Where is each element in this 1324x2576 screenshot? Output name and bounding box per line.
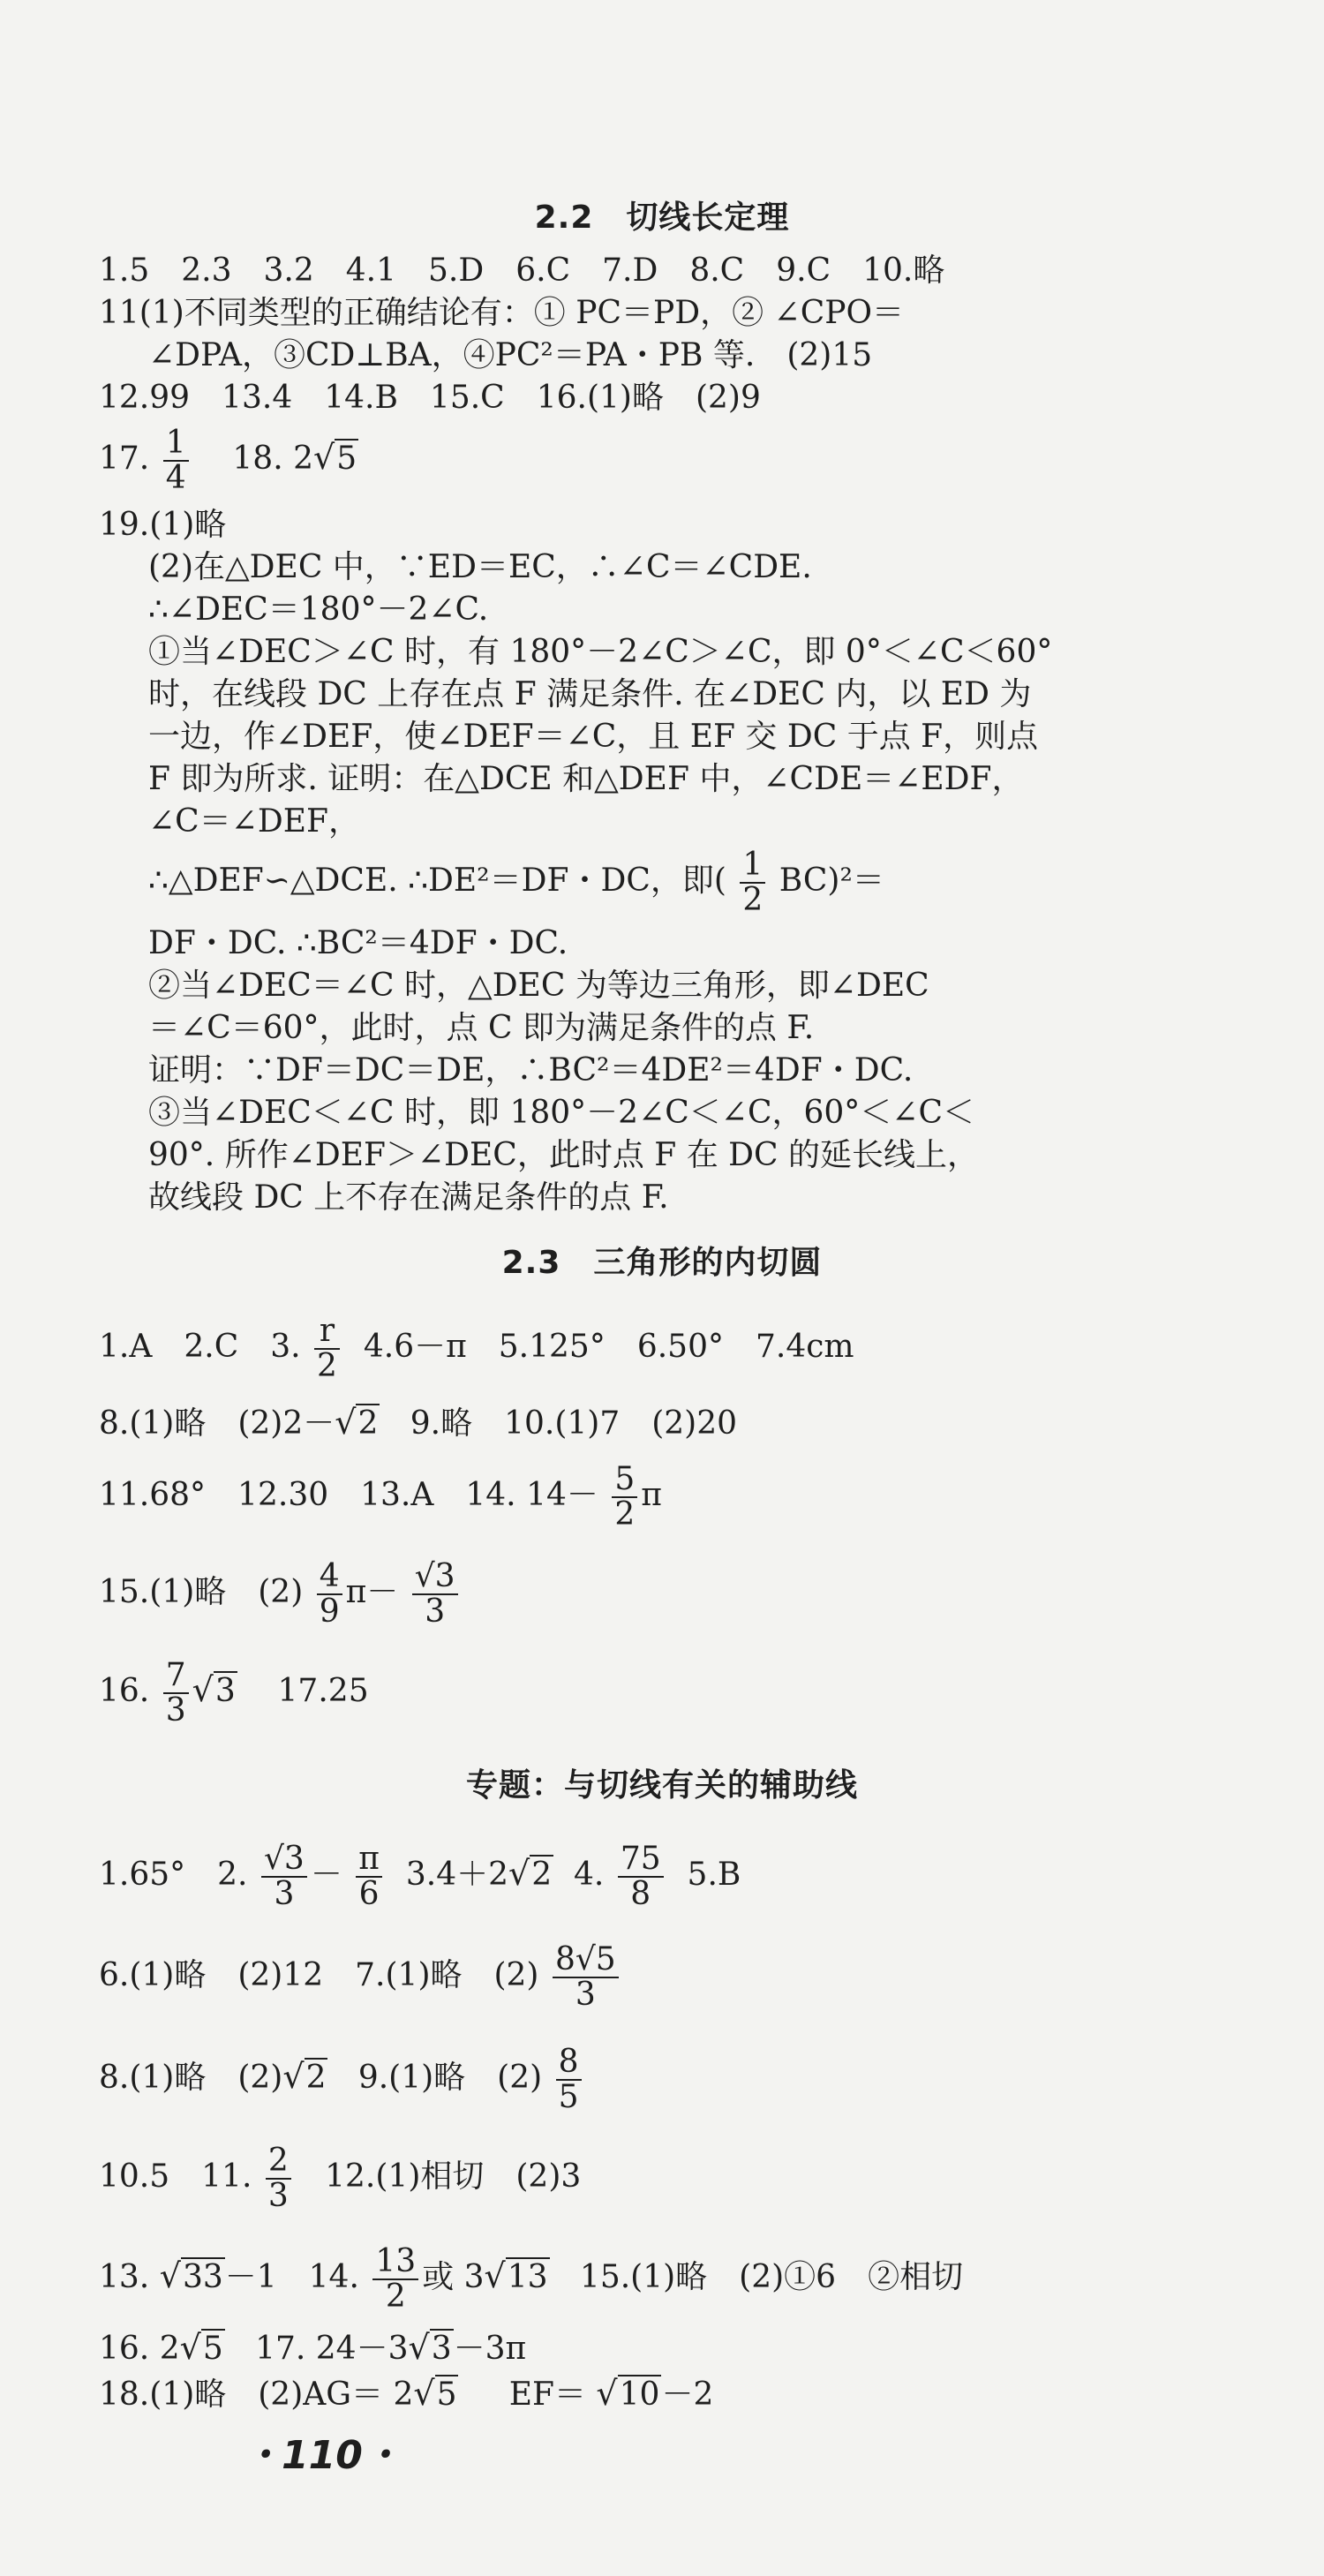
answer-line: 11(1)不同类型的正确结论有：① PC＝PD，② ∠CPO＝ bbox=[99, 295, 904, 331]
text: 13. bbox=[99, 2259, 150, 2295]
numerator: 7 bbox=[163, 1659, 189, 1694]
answer-line: 时，在线段 DC 上存在点 F 满足条件. 在∠DEC 内，以 ED 为 bbox=[148, 676, 1032, 712]
text: 18. 2 bbox=[232, 441, 314, 477]
numerator: √3 bbox=[412, 1560, 458, 1595]
section-title-2-2: 2.2 切线长定理 bbox=[534, 200, 790, 236]
numerator: π bbox=[356, 1842, 382, 1878]
denominator: 2 bbox=[742, 882, 764, 918]
text: 4. bbox=[574, 1857, 605, 1893]
text: EF＝ bbox=[508, 2376, 586, 2413]
numerator: r bbox=[314, 1314, 340, 1350]
answer-line: ∠DPA，③CD⊥BA，④PC²＝PA・PB 等. (2)15 bbox=[148, 337, 873, 373]
answer-line-similar bbox=[148, 847, 1296, 917]
sqrt: √5 bbox=[179, 2328, 223, 2367]
text: 5.B bbox=[687, 1857, 741, 1893]
fraction bbox=[261, 1842, 307, 1911]
text: 9.略 10.(1)7 (2)20 bbox=[410, 1405, 738, 1442]
answer-line bbox=[99, 2143, 1246, 2213]
sqrt: √2 bbox=[282, 2057, 327, 2096]
denominator: 2 bbox=[614, 1496, 636, 1533]
text: －2 bbox=[661, 2376, 714, 2413]
answer-line: ＝∠C＝60°，此时，点 C 即为满足条件的点 F. bbox=[148, 1010, 815, 1046]
text: 4.6－π 5.125° 6.50° 7.4cm bbox=[363, 1329, 854, 1365]
answer-line: ①当∠DEC＞∠C 时，有 180°－2∠C＞∠C，即 0°＜∠C＜60° bbox=[148, 634, 1053, 670]
answer-line: 90°. 所作∠DEF＞∠DEC，此时点 F 在 DC 的延长线上， bbox=[148, 1137, 979, 1173]
text: BC)²＝ bbox=[779, 862, 884, 899]
numerator: 1 bbox=[740, 848, 765, 884]
numerator: 2 bbox=[266, 2144, 291, 2180]
text: 1.65° 2. bbox=[99, 1857, 248, 1893]
answer-line: DF・DC. ∴BC²＝4DF・DC. bbox=[148, 925, 568, 961]
text: 3.4＋2 bbox=[405, 1857, 509, 1893]
text: π bbox=[641, 1477, 662, 1513]
text: 12.(1)相切 (2)3 bbox=[325, 2158, 582, 2195]
numerator: 1 bbox=[163, 426, 189, 462]
radicand: 13 bbox=[507, 2259, 548, 2295]
fraction bbox=[163, 1659, 189, 1728]
sqrt: √5 bbox=[313, 438, 357, 477]
radicand: 2 bbox=[531, 1857, 553, 1893]
fraction bbox=[314, 1314, 340, 1383]
numerator: √3 bbox=[261, 1842, 307, 1878]
sqrt: √3 bbox=[192, 1670, 236, 1709]
text: 17. 24－3 bbox=[255, 2331, 409, 2367]
answer-line: 故线段 DC 上不存在满足条件的点 F. bbox=[148, 1179, 669, 1216]
answer-line: (2)在△DEC 中，∵ED＝EC，∴∠C＝∠CDE. bbox=[148, 549, 812, 585]
answer-line bbox=[99, 2325, 1246, 2371]
text: 6.(1)略 (2)12 7.(1)略 (2) bbox=[99, 1957, 539, 1993]
sqrt: √5 bbox=[413, 2374, 457, 2413]
text: －3π bbox=[453, 2331, 527, 2367]
answer-line bbox=[99, 1840, 1246, 1911]
radicand: 5 bbox=[436, 2376, 457, 2413]
answer-line bbox=[99, 2043, 1246, 2114]
answer-line bbox=[99, 1462, 1246, 1532]
answer-line bbox=[99, 1400, 1246, 1446]
radicand: 33 bbox=[182, 2259, 223, 2295]
answer-line bbox=[99, 2242, 1246, 2314]
denominator: 6 bbox=[358, 1876, 380, 1912]
denominator: 8 bbox=[630, 1876, 651, 1912]
page-number: ・110・ bbox=[243, 2433, 402, 2478]
sqrt: √33 bbox=[159, 2256, 223, 2295]
text: － bbox=[310, 1857, 342, 1893]
answer-line: 证明：∵DF＝DC＝DE，∴BC²＝4DE²＝4DF・DC. bbox=[148, 1052, 914, 1088]
label: 17. bbox=[99, 441, 150, 477]
text: 或 3 bbox=[422, 2259, 485, 2295]
denominator: 3 bbox=[267, 2178, 289, 2214]
sqrt: √2 bbox=[508, 1854, 553, 1893]
radicand: 2 bbox=[357, 1405, 379, 1442]
sqrt: √13 bbox=[484, 2256, 548, 2295]
text: －1 14. bbox=[224, 2259, 359, 2295]
radicand: 3 bbox=[431, 2331, 452, 2367]
answer-line bbox=[99, 1314, 1246, 1383]
fraction bbox=[412, 1560, 458, 1629]
answer-line bbox=[99, 1559, 1246, 1629]
radicand: 10 bbox=[619, 2376, 660, 2413]
radicand: 5 bbox=[336, 441, 357, 477]
text: 8.(1)略 (2)2－ bbox=[99, 1405, 335, 1442]
numerator: 5 bbox=[612, 1463, 637, 1498]
text: π－ bbox=[345, 1574, 399, 1610]
sqrt: √2 bbox=[335, 1403, 379, 1442]
text: 17.25 bbox=[277, 1673, 369, 1709]
section-title-2-3: 2.3 三角形的内切圆 bbox=[501, 1245, 823, 1281]
answer-line: ③当∠DEC＜∠C 时，即 180°－2∠C＜∠C，60°＜∠C＜ bbox=[148, 1095, 975, 1131]
answer-line: ∠C＝∠DEF， bbox=[148, 803, 360, 840]
denominator: 3 bbox=[274, 1876, 295, 1912]
sqrt: √10 bbox=[596, 2374, 660, 2413]
text: 10.5 11. bbox=[99, 2158, 252, 2195]
text: 15.(1)略 (2) bbox=[99, 1574, 304, 1610]
numerator: 8 bbox=[556, 2045, 582, 2081]
numerator: 8√5 bbox=[553, 1943, 619, 1978]
denominator: 2 bbox=[317, 1348, 337, 1384]
radicand: 2 bbox=[305, 2060, 327, 2096]
denominator: 4 bbox=[165, 460, 186, 496]
text: 1.A 2.C 3. bbox=[99, 1329, 301, 1365]
denominator: 3 bbox=[165, 1692, 186, 1729]
text: 16. bbox=[99, 1673, 150, 1709]
denominator: 3 bbox=[425, 1593, 446, 1630]
denominator: 5 bbox=[558, 2079, 579, 2115]
radicand: 5 bbox=[202, 2331, 223, 2367]
answer-line: ∴∠DEC＝180°－2∠C. bbox=[148, 591, 489, 628]
numerator: 75 bbox=[618, 1842, 664, 1878]
answer-line: ②当∠DEC＝∠C 时，△DEC 为等边三角形，即∠DEC bbox=[148, 968, 929, 1004]
text: 18.(1)略 (2)AG＝ 2 bbox=[99, 2376, 414, 2413]
fraction bbox=[553, 1943, 619, 2012]
text: 11.68° 12.30 13.A 14. 14－ bbox=[99, 1477, 598, 1513]
fraction bbox=[612, 1463, 637, 1532]
fraction bbox=[556, 2045, 582, 2114]
answer-line bbox=[99, 1942, 1246, 2012]
denominator: 2 bbox=[385, 2278, 406, 2315]
answer-line: 一边，作∠DEF，使∠DEF＝∠C，且 EF 交 DC 于点 F，则点 bbox=[148, 719, 1039, 755]
answer-line bbox=[99, 1656, 1246, 1728]
fraction bbox=[266, 2144, 291, 2213]
text: 9.(1)略 (2) bbox=[357, 2060, 543, 2096]
answer-line: F 即为所求. 证明：在△DCE 和△DEF 中，∠CDE＝∠EDF， bbox=[148, 761, 1024, 797]
radicand: 3 bbox=[214, 1673, 236, 1709]
text: 16. 2 bbox=[99, 2331, 180, 2367]
answer-line-17 bbox=[99, 424, 1246, 495]
fraction bbox=[356, 1842, 382, 1911]
sqrt: √3 bbox=[408, 2328, 452, 2367]
fraction bbox=[163, 426, 189, 495]
denominator: 3 bbox=[575, 1977, 596, 2013]
answer-line: 12.99 13.4 14.B 15.C 16.(1)略 (2)9 bbox=[99, 380, 761, 416]
numerator: 13 bbox=[372, 2245, 418, 2280]
denominator: 9 bbox=[319, 1593, 340, 1630]
answer-line: 19.(1)略 bbox=[99, 507, 227, 543]
numerator: 4 bbox=[317, 1560, 342, 1595]
answer-line: 1.5 2.3 3.2 4.1 5.D 6.C 7.D 8.C 9.C 10.略 bbox=[99, 252, 945, 289]
fraction bbox=[618, 1842, 664, 1911]
fraction bbox=[372, 2245, 418, 2314]
section-title-special: 专题：与切线有关的辅助线 bbox=[465, 1767, 858, 1804]
fraction bbox=[740, 848, 765, 917]
text: ∴△DEF∽△DCE. ∴DE²＝DF・DC，即( bbox=[148, 862, 726, 899]
answer-line bbox=[99, 2371, 1246, 2417]
fraction bbox=[317, 1560, 342, 1629]
text: 8.(1)略 (2) bbox=[99, 2060, 283, 2096]
text: 15.(1)略 (2)①6 ②相切 bbox=[579, 2259, 964, 2295]
